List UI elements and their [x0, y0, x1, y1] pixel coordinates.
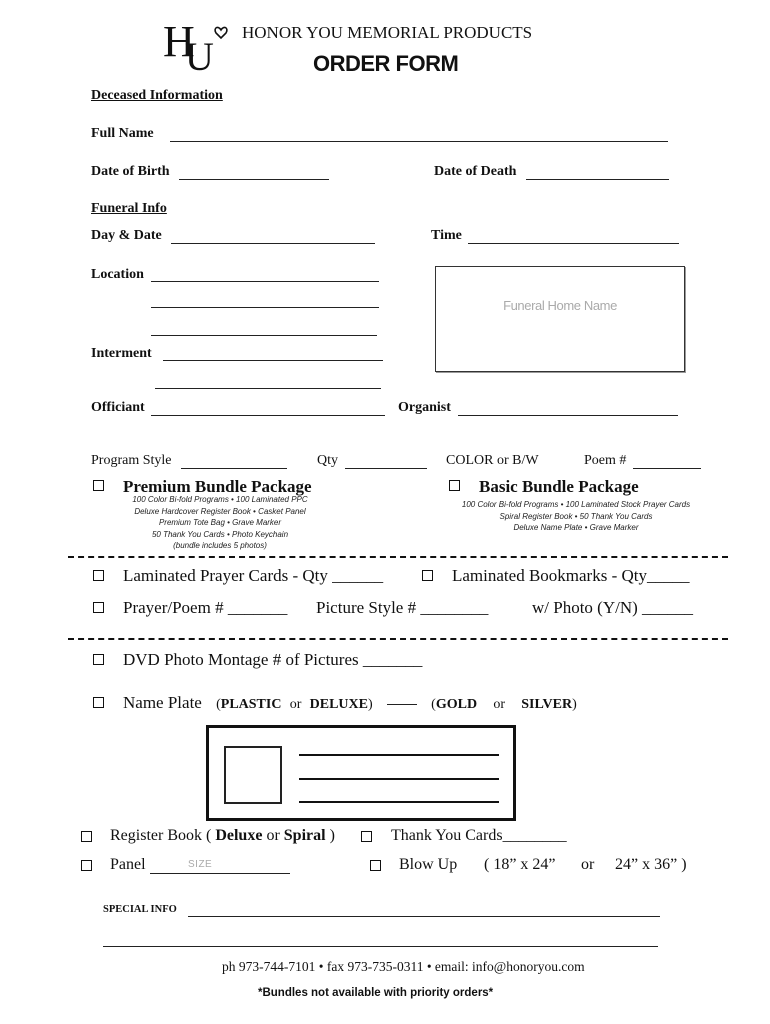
qty-field[interactable]: [345, 453, 427, 469]
name-plate-line-1: [299, 754, 499, 756]
panel-label: Panel: [110, 856, 146, 873]
register-book-row: [110, 827, 335, 845]
basic-detail-line: Deluxe Name Plate • Grave Marker: [513, 523, 639, 532]
panel-checkbox[interactable]: [81, 860, 92, 871]
qty-label: Qty: [317, 453, 338, 468]
gold-option[interactable]: GOLD: [435, 697, 478, 712]
special-info-field-2[interactable]: [103, 932, 658, 947]
program-style-field[interactable]: [181, 453, 287, 469]
blow-up-checkbox[interactable]: [370, 860, 381, 871]
funeral-section-title: Funeral Info: [91, 201, 167, 216]
name-plate-photo-box: [224, 746, 282, 804]
name-plate-line-2: [299, 778, 499, 780]
dob-label: Date of Birth: [91, 164, 170, 179]
premium-bundle-checkbox[interactable]: [93, 480, 104, 491]
divider-2: [68, 638, 728, 640]
basic-detail-line: 100 Color Bi-fold Programs • 100 Laminated Stock Prayer Cards: [461, 500, 691, 509]
name-plate-label: Name Plate: [123, 693, 202, 712]
logo: [163, 16, 233, 72]
dvd-checkbox[interactable]: [93, 654, 104, 665]
premium-bundle-label: Premium Bundle Package: [123, 477, 312, 496]
premium-detail-line: (bundle includes 5 photos): [173, 541, 267, 550]
name-plate-or-2: or: [493, 697, 505, 712]
premium-detail-line: Deluxe Hardcover Register Book • Casket Panel: [134, 506, 306, 516]
dod-label: Date of Death: [434, 164, 517, 179]
poem-field[interactable]: [633, 453, 701, 469]
color-bw-label: COLOR or B/W: [446, 453, 539, 468]
full-name-field[interactable]: [170, 126, 668, 142]
basic-detail-line: Spiral Register Book • 50 Thank You Cards: [499, 511, 653, 521]
bookmarks-label: Laminated Bookmarks - Qty_____: [452, 566, 690, 585]
prayer-poem-label: Prayer/Poem # _______: [123, 598, 288, 617]
name-plate-row: Name Plate (PLASTIC or DELUXE) (GOLD or SILVER): [123, 693, 577, 712]
time-label: Time: [431, 228, 462, 243]
funeral-home-placeholder: Funeral Home Name: [503, 298, 617, 313]
company-name: HONOR YOU MEMORIAL PRODUCTS: [242, 23, 533, 42]
special-info-label: SPECIAL INFO: [103, 904, 177, 915]
premium-detail-line: 50 Thank You Cards • Photo Keychain: [151, 529, 289, 539]
poem-label: Poem #: [584, 453, 627, 468]
picture-style-label: Picture Style # ________: [316, 598, 489, 617]
svg-text:U: U: [185, 34, 214, 72]
dod-field[interactable]: [526, 164, 669, 180]
panel-size-placeholder: SIZE: [188, 859, 213, 870]
form-title: ORDER FORM: [313, 51, 459, 76]
name-plate-or-1: or: [289, 697, 302, 712]
plastic-option[interactable]: PLASTIC: [220, 697, 282, 712]
day-date-field[interactable]: [171, 228, 375, 244]
basic-bundle-label: Basic Bundle Package: [479, 477, 639, 496]
interment-field-1[interactable]: [163, 346, 383, 361]
panel-size-field[interactable]: [150, 858, 290, 874]
contact-info: ph 973-744-7101 • fax 973-735-0311 • email: info@honoryou.com: [222, 959, 585, 974]
organist-label: Organist: [398, 400, 451, 415]
day-date-label: Day & Date: [91, 228, 162, 243]
register-or: or: [262, 827, 284, 844]
silver-option[interactable]: SILVER: [521, 697, 573, 712]
name-plate-checkbox[interactable]: [93, 697, 104, 708]
organist-field[interactable]: [458, 400, 678, 416]
interment-label: Interment: [91, 346, 152, 361]
register-book-checkbox[interactable]: [81, 831, 92, 842]
officiant-label: Officiant: [91, 400, 145, 415]
name-plate-illustration: [206, 725, 516, 821]
deluxe-option[interactable]: DELUXE: [309, 697, 368, 712]
svg-text:H: H: [163, 17, 195, 66]
premium-detail-line: 100 Color Bi-fold Programs • 100 Laminated PPC: [132, 495, 308, 504]
prayer-poem-checkbox[interactable]: [93, 602, 104, 613]
prayer-cards-label: Laminated Prayer Cards - Qty ______: [123, 566, 384, 585]
prayer-cards-checkbox[interactable]: [93, 570, 104, 581]
register-book-label: Register Book (: [110, 827, 216, 844]
location-label: Location: [91, 267, 144, 282]
register-deluxe-option[interactable]: Deluxe: [215, 827, 263, 844]
blow-up-or: or: [581, 856, 595, 873]
register-spiral-option[interactable]: Spiral: [283, 827, 326, 844]
name-plate-line-3: [299, 801, 499, 803]
blow-up-size-18[interactable]: ( 18” x 24”: [484, 856, 556, 873]
dvd-label: DVD Photo Montage # of Pictures _______: [123, 650, 423, 669]
special-info-field-1[interactable]: [188, 902, 660, 917]
dob-field[interactable]: [179, 164, 329, 180]
logo-heart-icon: [163, 16, 233, 72]
location-field-2[interactable]: [151, 293, 379, 308]
divider-1: [68, 556, 728, 558]
bookmarks-checkbox[interactable]: [422, 570, 433, 581]
blow-up-label: Blow Up: [399, 856, 458, 873]
basic-bundle-details: [446, 499, 706, 534]
register-close: ): [325, 827, 335, 844]
premium-detail-line: Premium Tote Bag • Grave Marker: [158, 518, 282, 527]
with-photo-label: w/ Photo (Y/N) ______: [532, 598, 694, 617]
interment-field-2[interactable]: [155, 374, 381, 389]
priority-notice: *Bundles not available with priority orders*: [258, 987, 494, 999]
program-style-label: Program Style: [91, 453, 172, 468]
thank-you-checkbox[interactable]: [361, 831, 372, 842]
basic-bundle-checkbox[interactable]: [449, 480, 460, 491]
premium-bundle-details: [110, 494, 330, 552]
full-name-label: Full Name: [91, 126, 154, 141]
funeral-home-box[interactable]: [435, 266, 685, 372]
deceased-section-title: Deceased Information: [91, 88, 223, 103]
thank-you-label: Thank You Cards________: [391, 827, 567, 844]
location-field-1[interactable]: [151, 267, 379, 282]
time-field[interactable]: [468, 228, 679, 244]
officiant-field[interactable]: [151, 400, 385, 416]
location-field-3[interactable]: [151, 321, 377, 336]
blow-up-size-24[interactable]: 24” x 36” ): [615, 856, 687, 873]
